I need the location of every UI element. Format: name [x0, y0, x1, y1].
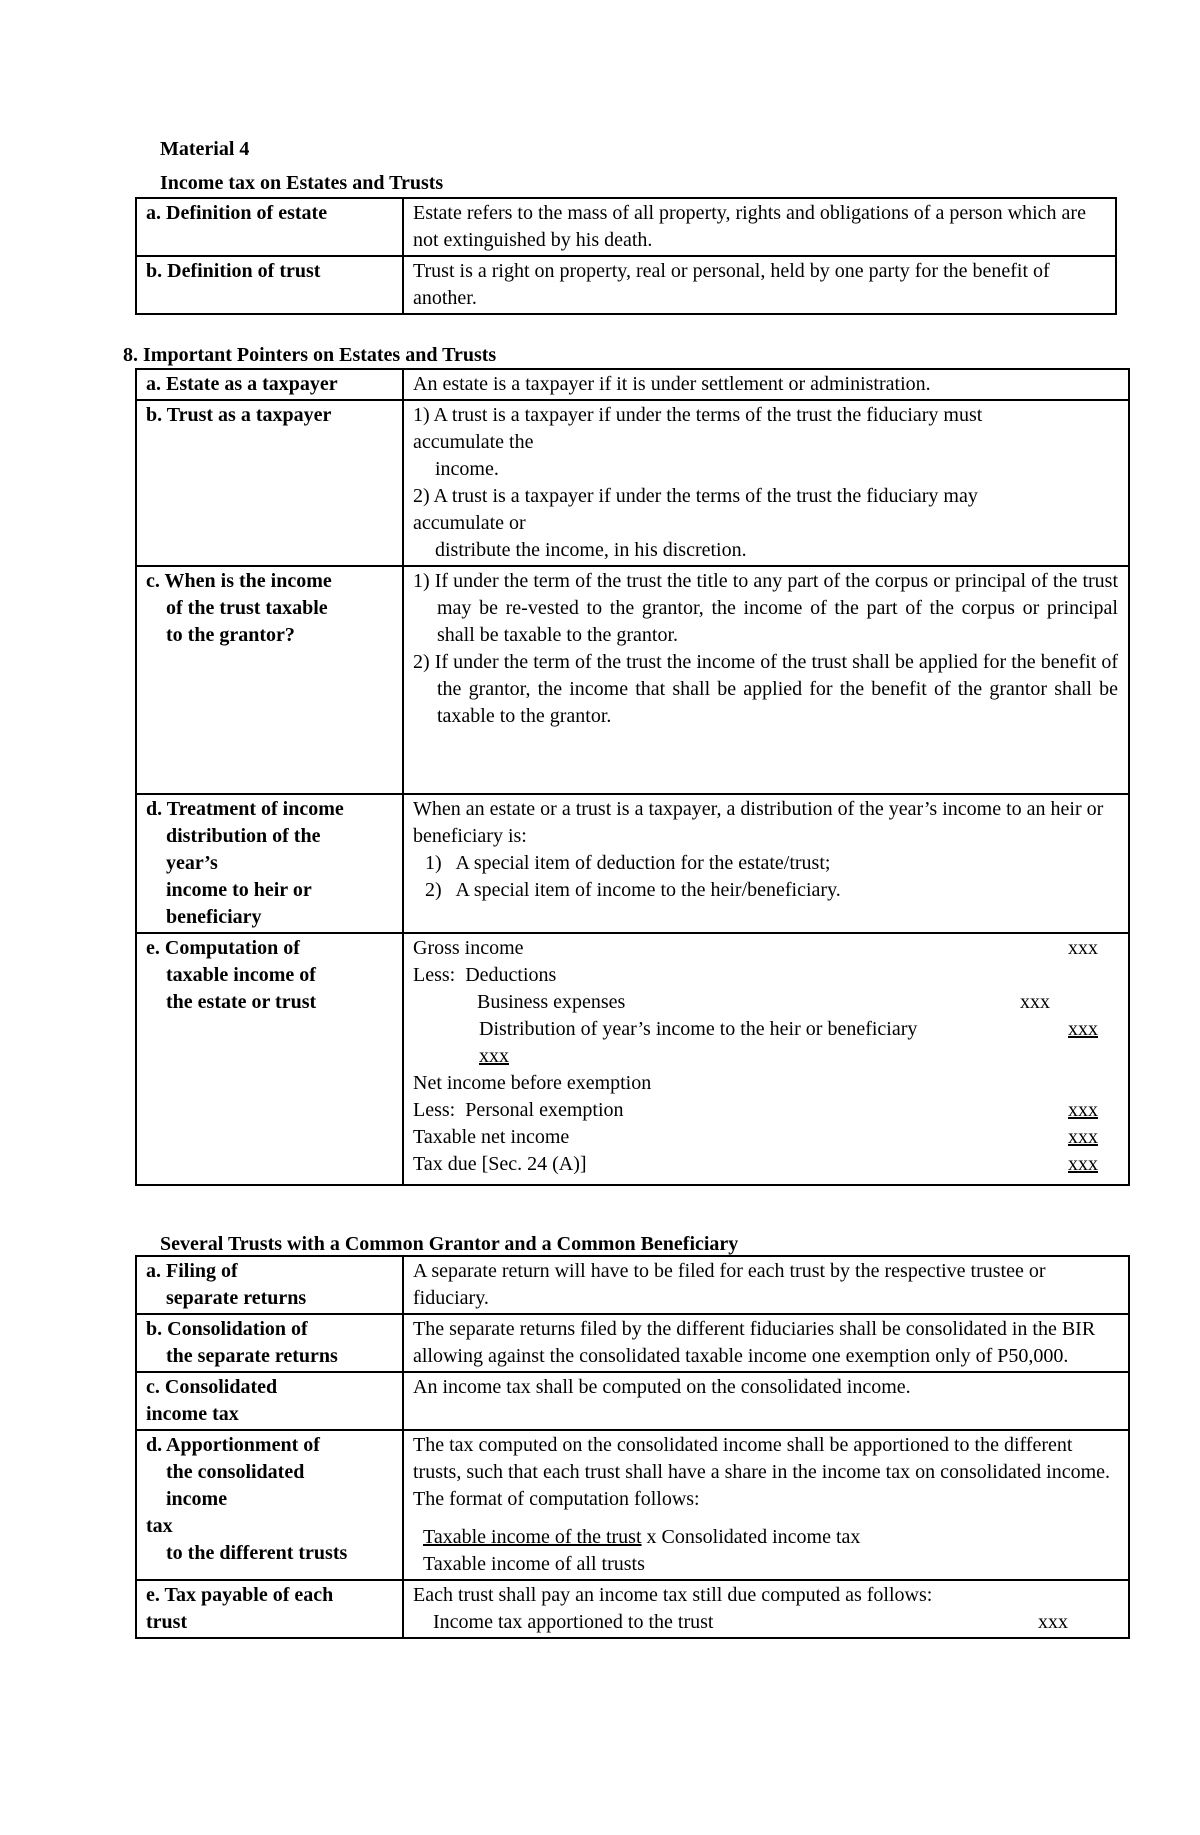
- several-trusts-table: [135, 1255, 1130, 1639]
- row-text: Trust is a right on property, real or personal, held by one party for the benefit of another.: [403, 256, 1116, 314]
- computation-line: [413, 1016, 1118, 1043]
- table-row: [136, 1256, 1129, 1314]
- label-line: income to heir or: [166, 879, 312, 901]
- line-label: Business expenses: [477, 991, 626, 1013]
- line-label: Taxable net income: [413, 1126, 570, 1148]
- formula-term: Taxable income of the trust: [423, 1526, 642, 1548]
- list-item: 2) A special item of income to the heir/beneficiary.: [425, 879, 841, 901]
- computation-line: [413, 1124, 1118, 1151]
- computation-line: [413, 989, 1118, 1016]
- row-text: A separate return will have to be filed for each trust by the respective trustee or fiduciary.: [403, 1256, 1129, 1314]
- label-line: the estate or trust: [166, 991, 317, 1013]
- list-item: accumulate or: [413, 512, 526, 534]
- line-value: xxx: [1068, 1153, 1098, 1175]
- row-label: [136, 1372, 403, 1430]
- row-label: b. Trust as a taxpayer: [136, 400, 403, 566]
- label-line: c. Consolidated: [146, 1376, 278, 1398]
- line-label: Distribution of year’s income to the heir or beneficiary: [479, 1018, 918, 1040]
- paragraph: When an estate or a trust is a taxpayer, a distribution of the year’s income to an heir or beneficiary is:: [413, 798, 1104, 847]
- row-label: a. Estate as a taxpayer: [136, 369, 403, 400]
- row-text: [403, 1580, 1129, 1638]
- row-label: [136, 1314, 403, 1372]
- table-row: [136, 369, 1129, 400]
- section2-title: 8. Important Pointers on Estates and Trusts: [123, 344, 497, 366]
- label-line: d. Apportionment of: [146, 1434, 320, 1456]
- formula-numerator: [413, 1524, 1118, 1551]
- label-line: c. When is the income: [146, 570, 332, 592]
- computation-line: [413, 1097, 1118, 1124]
- row-text: [403, 566, 1129, 794]
- table-row: [136, 400, 1129, 566]
- paragraph: Each trust shall pay an income tax still due computed as follows:: [413, 1584, 933, 1606]
- row-text: The separate returns filed by the different fiduciaries shall be consolidated in the BIR allowing against the consolidated taxable income one exemption only of P50,000.: [403, 1314, 1129, 1372]
- line-value: xxx: [1020, 991, 1050, 1013]
- label-line: taxable income of: [166, 964, 316, 986]
- row-label: [136, 566, 403, 794]
- table-row: [136, 794, 1129, 933]
- computation-block: [403, 933, 1129, 1185]
- row-text: An estate is a taxpayer if it is under settlement or administration.: [403, 369, 1129, 400]
- table-row: [136, 933, 1129, 1185]
- label-line: e. Computation of: [146, 937, 300, 959]
- computation-line: [413, 935, 1118, 962]
- label-line: distribution of the: [166, 825, 321, 847]
- list-item: distribute the income, in his discretion.: [435, 539, 747, 561]
- label-line: income: [166, 1488, 228, 1510]
- line-value: xxx: [479, 1045, 509, 1067]
- row-text: [403, 400, 1129, 566]
- table-row: [136, 1430, 1129, 1580]
- label-line: the consolidated: [166, 1461, 305, 1483]
- formula-term: x Consolidated income tax: [641, 1526, 861, 1548]
- label-line: trust: [146, 1611, 188, 1633]
- label-line: tax: [146, 1515, 173, 1537]
- line-value: xxx: [1068, 937, 1098, 959]
- section3-title: Several Trusts with a Common Grantor and a Common Beneficiary: [160, 1233, 739, 1255]
- row-label: a. Definition of estate: [136, 198, 403, 256]
- line-value: xxx: [1068, 1018, 1098, 1040]
- row-text: An income tax shall be computed on the consolidated income.: [403, 1372, 1129, 1430]
- list-item: 1) If under the term of the trust the title to any part of the corpus or principal of the trust may be re-vested to the grantor, the income of the part of the corpus or principal shall be taxable to the grantor.: [413, 570, 1118, 646]
- row-text: [403, 794, 1129, 933]
- line-value: xxx: [1068, 1126, 1098, 1148]
- list-item: 2) If under the term of the trust the income of the trust shall be applied for the benefit of the grantor, the income that shall be applied for the benefit of the grantor shall be taxable to the grantor.: [413, 651, 1118, 727]
- label-line: e. Tax payable of each: [146, 1584, 334, 1606]
- label-line: b. Consolidation of: [146, 1318, 308, 1340]
- table-row: [136, 566, 1129, 794]
- label-line: to the grantor?: [166, 624, 295, 646]
- row-label: [136, 794, 403, 933]
- row-label: [136, 1580, 403, 1638]
- computation-line: [413, 1609, 1118, 1636]
- line-label: Tax due [Sec. 24 (A)]: [413, 1153, 587, 1175]
- pointers-table: [135, 368, 1130, 1186]
- list-item: 1) A trust is a taxpayer if under the terms of the trust the fiduciary must: [413, 404, 983, 426]
- table-row: [136, 1314, 1129, 1372]
- table-row: [136, 1580, 1129, 1638]
- row-label: [136, 1430, 403, 1580]
- table-row: [136, 1372, 1129, 1430]
- label-line: income tax: [146, 1403, 239, 1425]
- label-line: the separate returns: [166, 1345, 338, 1367]
- label-line: year’s: [166, 852, 218, 874]
- paragraph: The tax computed on the consolidated income shall be apportioned to the different trusts, such that each trust shall have a share in the income tax on consolidated income.: [413, 1434, 1111, 1483]
- list-item: 1) A special item of deduction for the estate/trust;: [425, 852, 831, 874]
- computation-line: Less: Deductions: [413, 964, 557, 986]
- line-label: Income tax apportioned to the trust: [433, 1611, 714, 1633]
- label-line: a. Filing of: [146, 1260, 238, 1282]
- label-line: to the different trusts: [166, 1542, 348, 1564]
- table-row: [136, 256, 1116, 314]
- line-value: xxx: [1038, 1611, 1068, 1633]
- label-line: separate returns: [166, 1287, 307, 1309]
- computation-line: [413, 1043, 1118, 1070]
- label-line: beneficiary: [166, 906, 262, 928]
- row-text: [403, 1430, 1129, 1580]
- row-label: b. Definition of trust: [136, 256, 403, 314]
- line-value: xxx: [1068, 1099, 1098, 1121]
- list-item: income.: [435, 458, 499, 480]
- line-label: Less: Personal exemption: [413, 1099, 624, 1121]
- row-text: Estate refers to the mass of all property, rights and obligations of a person which are not extinguished by his death.: [403, 198, 1116, 256]
- definitions-table: [135, 197, 1117, 315]
- label-line: d. Treatment of income: [146, 798, 344, 820]
- formula-denominator: Taxable income of all trusts: [423, 1553, 645, 1575]
- list-item: accumulate the: [413, 431, 534, 453]
- material-number: Material 4: [160, 138, 250, 160]
- list-item: 2) A trust is a taxpayer if under the terms of the trust the fiduciary may: [413, 485, 978, 507]
- row-label: [136, 933, 403, 1185]
- table-row: [136, 198, 1116, 256]
- row-label: [136, 1256, 403, 1314]
- line-label: Gross income: [413, 937, 524, 959]
- section1-title: Income tax on Estates and Trusts: [160, 172, 444, 194]
- label-line: of the trust taxable: [166, 597, 328, 619]
- paragraph: The format of computation follows:: [413, 1488, 700, 1510]
- computation-line: [413, 1151, 1118, 1178]
- computation-line: Net income before exemption: [413, 1072, 652, 1094]
